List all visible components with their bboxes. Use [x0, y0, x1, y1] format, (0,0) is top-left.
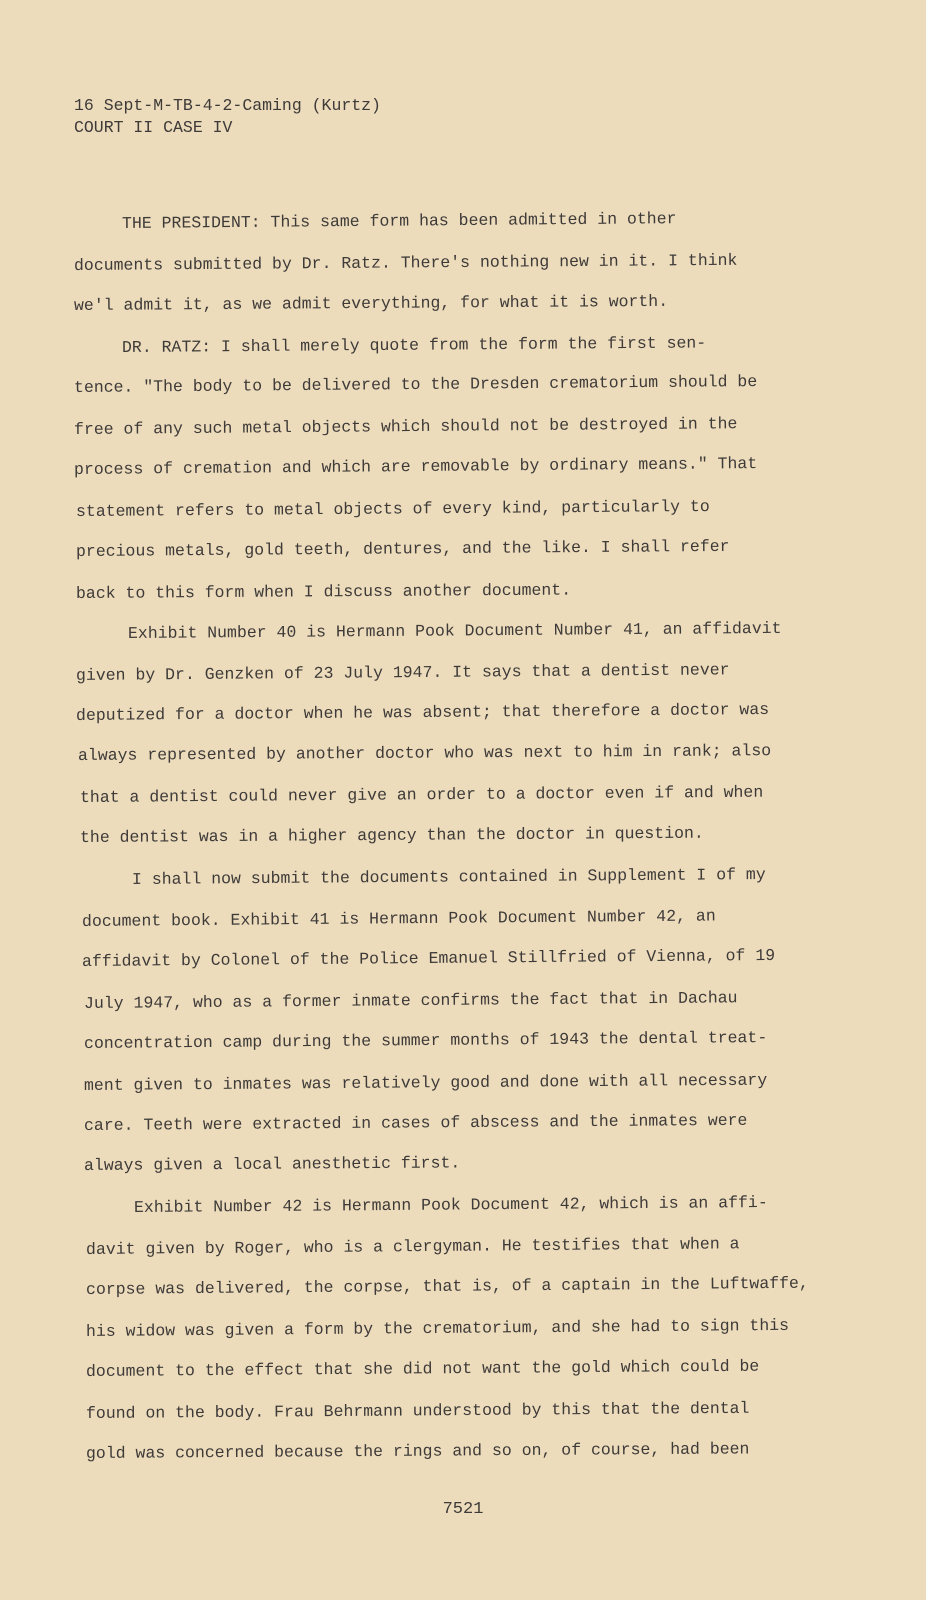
- page-number: 7521: [442, 1500, 484, 1519]
- body-line: that a dentist could never give an order to a doctor even if and when: [79, 782, 764, 807]
- body-line: free of any such metal objects which should not be destroyed in the: [73, 414, 738, 439]
- body-line: THE PRESIDENT: This same form has been admitted in other: [121, 209, 677, 233]
- body-line: document book. Exhibit 41 is Hermann Pook Document Number 42, an: [81, 906, 716, 931]
- body-line: always given a local anesthetic first.: [83, 1153, 461, 1175]
- body-line: process of cremation and which are removable by ordinary means." That: [73, 454, 758, 479]
- body-line: document to the effect that she did not want the gold which could be: [85, 1356, 760, 1381]
- body-line: back to this form when I discuss another document.: [75, 580, 572, 603]
- header-session-line: 16 Sept-M-TB-4-2-Caming (Kurtz): [74, 96, 381, 115]
- body-line: affidavit by Colonel of the Police Emanuel Stillfried of Vienna, of 19: [81, 945, 776, 971]
- body-line: Exhibit Number 42 is Hermann Pook Document 42, which is an affi-: [133, 1193, 768, 1217]
- body-line: found on the body. Frau Behrmann understood by this that the dental: [85, 1398, 750, 1423]
- body-line: gold was concerned because the rings and so on, of course, had been: [85, 1439, 750, 1463]
- body-line: statement refers to metal objects of every kind, particularly to: [75, 497, 710, 521]
- body-line: Exhibit Number 40 is Hermann Pook Document Number 41, an affidavit: [127, 618, 782, 643]
- body-line: the dentist was in a higher agency than the doctor in question.: [79, 823, 704, 847]
- body-line: his widow was given a form by the crematorium, and she had to sign this: [85, 1315, 790, 1341]
- body-line: davit given by Roger, who is a clergyman. He testifies that when a: [85, 1234, 740, 1259]
- body-line: we'l admit it, as we admit everything, for what it is worth.: [73, 291, 669, 315]
- body-line: tence. "The body to be delivered to the Dresden crematorium should be: [73, 372, 758, 397]
- body-line: care. Teeth were extracted in cases of abscess and the inmates were: [83, 1110, 748, 1135]
- body-line: deputized for a doctor when he was absent; that therefore a doctor was: [75, 699, 770, 725]
- body-line: concentration camp during the summer months of 1943 the dental treat-: [83, 1028, 768, 1053]
- header-court-line: COURT II CASE IV: [74, 118, 233, 137]
- body-line: given by Dr. Genzken of 23 July 1947. It says that a dentist never: [75, 660, 730, 685]
- body-line: corpse was delivered, the corpse, that is, of a captain in the Luftwaffe,: [85, 1273, 809, 1299]
- body-line: always represented by another doctor who was next to him in rank; also: [77, 741, 772, 765]
- body-line: precious metals, gold teeth, dentures, and the like. I shall refer: [75, 536, 730, 561]
- body-line: DR. RATZ: I shall merely quote from the form the first sen-: [121, 333, 707, 357]
- body-line: ment given to inmates was relatively good and done with all necessary: [83, 1070, 768, 1095]
- body-line: I shall now submit the documents contained in Supplement I of my: [131, 865, 766, 889]
- body-line: July 1947, who as a former inmate confirms the fact that in Dachau: [83, 988, 738, 1013]
- body-line: documents submitted by Dr. Ratz. There's nothing new in it. I think: [73, 250, 738, 275]
